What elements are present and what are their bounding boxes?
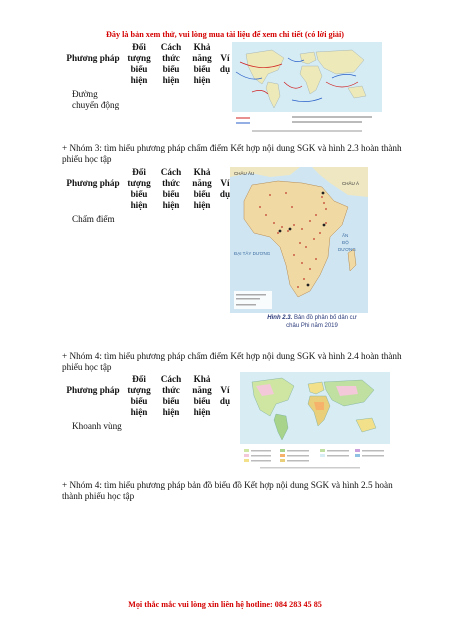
header-example: Ví dụ: [219, 53, 231, 74]
label-indian-2: ĐỘ: [342, 240, 349, 245]
task-group-4a: + Nhóm 4: tìm hiểu phương pháp chấm điểm Kết hợp nội dung SGK và hình 2.4 hoàn thành phiếu học tập: [62, 351, 402, 372]
task-group-4b: + Nhóm 4: tìm hiểu phương pháp bản đồ biểu đồ Kết hợp nội dung SGK và hình 2.5 hoàn thành phiếu học tập: [62, 480, 393, 501]
header-object: Đối tượng biểu hiện: [127, 374, 151, 417]
header-example: Ví dụ: [219, 178, 231, 199]
method-cell: Khoanh vùng: [72, 421, 122, 431]
label-asia: CHÂU Á: [342, 181, 360, 186]
hotline-banner: Mọi thắc mắc vui lòng xin liên hệ hotline: 084 283 45 85: [128, 600, 322, 609]
worksheet-table-1: [62, 42, 234, 111]
preview-banner: Đây là bản xem thử, vui lòng mua tài liệu để xem chi tiết (có lời giải): [105, 30, 344, 39]
header-object: Đối tượng biểu hiện: [127, 42, 151, 85]
header-ability: Khả năng biểu hiện: [192, 167, 212, 210]
caption-number: Hình 2.3.: [267, 315, 293, 321]
label-atlantic-ocean: ĐẠI TÂY DƯƠNG: [234, 251, 271, 256]
header-method: Phương pháp: [66, 385, 120, 395]
header-object: Đối tượng biểu hiện: [127, 167, 151, 210]
africa-map-caption: [262, 315, 362, 330]
task-group-3: + Nhóm 3: tìm hiểu phương pháp chấm điểm Kết hợp nội dung SGK và hình 2.3 hoàn thành phiếu học tập: [62, 143, 402, 164]
header-how: Cách thức biểu hiện: [160, 42, 182, 85]
method-cell: Đường chuyển động: [72, 89, 120, 110]
header-method: Phương pháp: [66, 53, 120, 63]
label-europe: CHÂU ÂU: [234, 171, 255, 176]
method-cell: Chấm điểm: [72, 214, 115, 224]
label-indian-3: DƯƠNG: [338, 247, 356, 252]
worksheet-table-2: [62, 167, 234, 225]
caption-text: Bản đồ phân bố dân cư châu Phi năm 2019: [286, 315, 357, 329]
label-indian-1: ẤN: [342, 233, 349, 238]
header-example: Ví dụ: [219, 385, 231, 406]
header-ability: Khả năng biểu hiện: [192, 42, 212, 85]
africa-population-map: [230, 167, 368, 313]
header-ability: Khả năng biểu hiện: [192, 374, 212, 417]
header-method: Phương pháp: [66, 178, 120, 188]
world-map-zones: [240, 372, 390, 472]
header-how: Cách thức biểu hiện: [160, 167, 182, 210]
worksheet-table-3: [62, 374, 234, 432]
world-map-movement: [232, 42, 382, 137]
header-how: Cách thức biểu hiện: [160, 374, 182, 417]
